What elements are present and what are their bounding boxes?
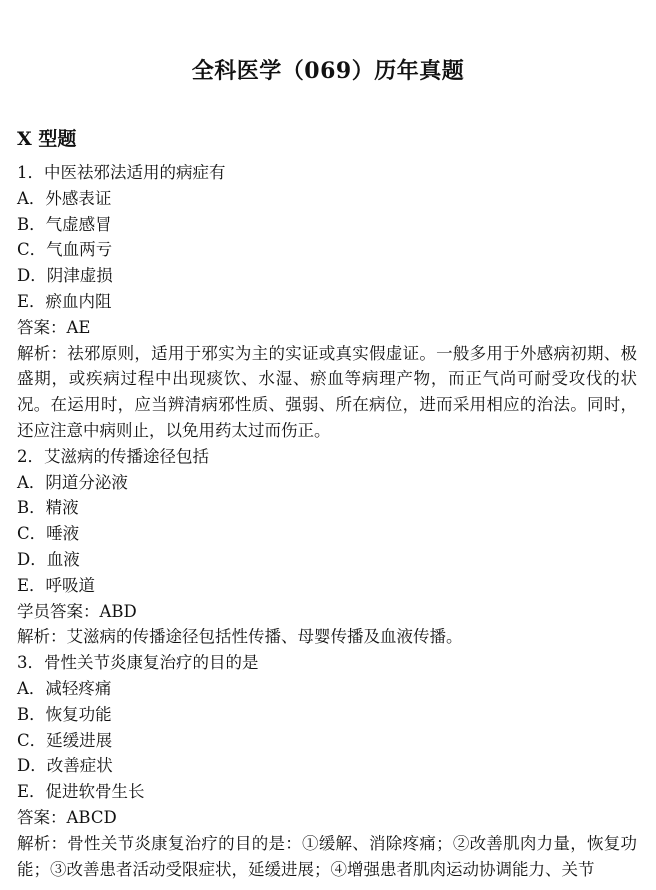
answer-line: 答案：ABCD: [17, 807, 117, 827]
question-list: [17, 160, 637, 882]
option-b: B．气虚感冒: [17, 214, 112, 234]
option-c: C．唾液: [17, 524, 80, 544]
option-c: C．延缓进展: [17, 730, 113, 750]
option-d: D．改善症状: [17, 756, 113, 776]
answer-line: 答案：AE: [17, 317, 91, 337]
analysis-paragraph: 解析：祛邪原则，适用于邪实为主的实证或真实假虚证。一般多用于外感病初期、极盛期，或疾病过程中出现痰饮、水湿、瘀血等病理产物，而正气尚可耐受攻伐的状况。在运用时，应当辨清病邪性质、强弱、所在病位，进而采用相应的治法。同时，还应注意中病则止，以免用药太过而伤正。: [17, 343, 637, 440]
option-e: E．呼吸道: [17, 575, 96, 595]
analysis-paragraph: 解析：艾滋病的传播途径包括性传播、母婴传播及血液传播。: [17, 627, 463, 647]
question-3: [17, 650, 637, 882]
option-a: A．外感表证: [17, 188, 112, 208]
option-a: A．减轻疼痛: [17, 678, 112, 698]
option-b: B．恢复功能: [17, 704, 112, 724]
question-stem: 2．艾滋病的传播途径包括: [17, 446, 209, 466]
question-stem: 3．骨性关节炎康复治疗的目的是: [17, 653, 259, 673]
analysis-paragraph: 解析：骨性关节炎康复治疗的目的是：①缓解、消除疼痛；②改善肌肉力量，恢复功能；③改善患者活动受限症状，延缓进展；④增强患者肌肉运动协调能力、关节: [17, 833, 637, 879]
option-e: E．促进软骨生长: [17, 782, 145, 802]
option-b: B．精液: [17, 498, 79, 518]
question-1: [17, 160, 637, 444]
option-d: D．血液: [17, 549, 80, 569]
option-a: A．阴道分泌液: [17, 472, 128, 492]
option-c: C．气血两亏: [17, 240, 113, 260]
question-stem: 1．中医祛邪法适用的病症有: [17, 163, 226, 182]
option-e: E．瘀血内阻: [17, 291, 112, 311]
question-2: [17, 444, 637, 650]
section-heading: X 型题: [17, 128, 77, 150]
page-title: 全科医学（069）历年真题: [191, 58, 465, 84]
option-d: D．阴津虚损: [17, 266, 113, 286]
answer-line: 学员答案：ABD: [17, 601, 137, 621]
